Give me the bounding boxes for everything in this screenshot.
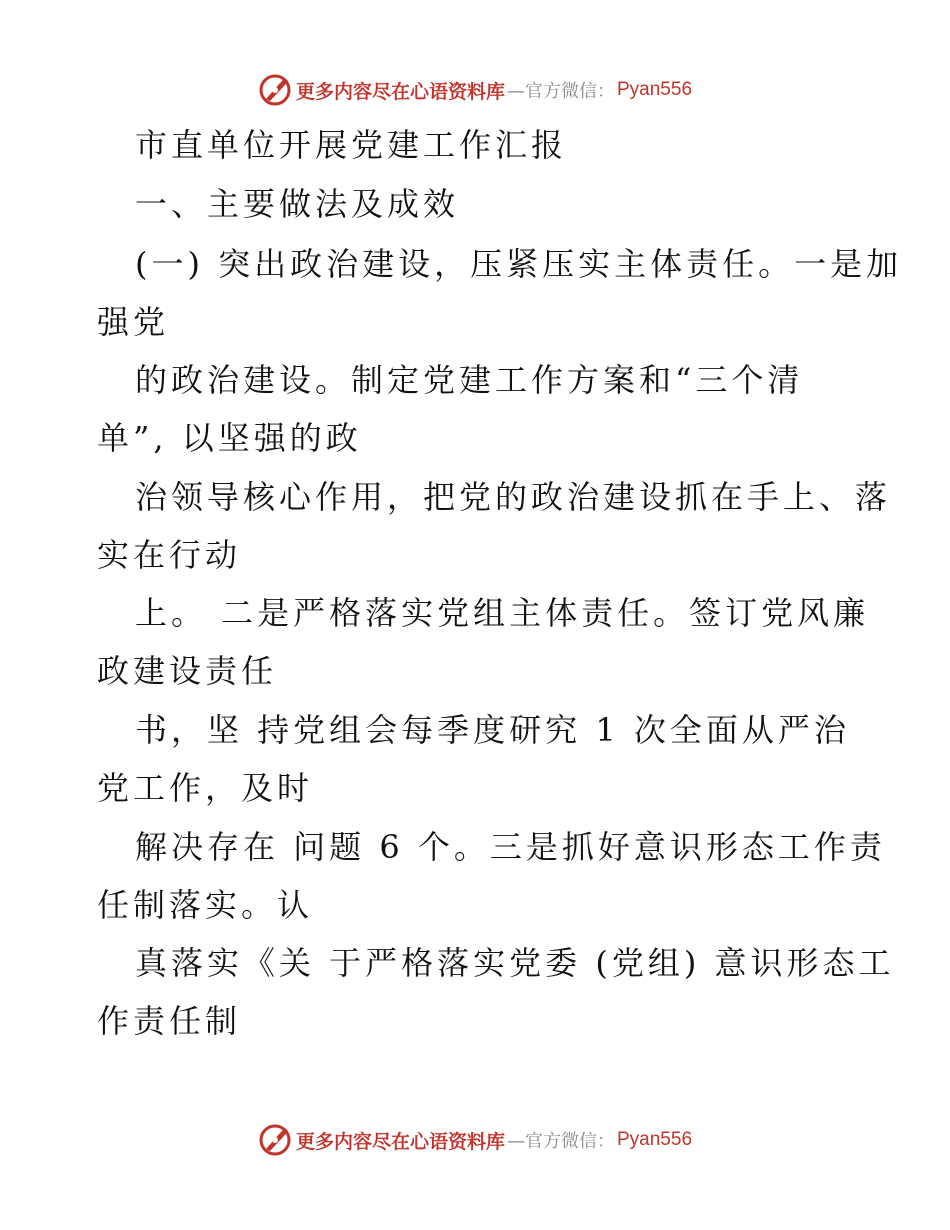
paragraph-line: 作责任制 xyxy=(97,1002,242,1040)
paragraph-line: 单”, 以坚强的政 xyxy=(97,419,362,457)
paragraph-line: (一) 突出政治建设，压紧压实主体责任。一是加 xyxy=(135,245,903,283)
paragraph-line: 任制落实。认 xyxy=(97,886,314,924)
banner-separator: —官方微信： xyxy=(507,1131,615,1152)
paragraph-line: 党工作，及时 xyxy=(97,769,314,807)
paragraph-line: 上。 二是严格落实党组主体责任。签订党风廉 xyxy=(135,594,870,632)
paragraph-line: 强党 xyxy=(97,303,170,341)
banner-separator: —官方微信： xyxy=(507,81,615,102)
pen-nib-logo-icon xyxy=(258,73,292,107)
banner-text: 更多内容尽在心语资料库 xyxy=(295,1130,505,1153)
banner-account: Pyan556 xyxy=(617,1129,693,1150)
header-banner xyxy=(0,70,950,110)
paragraph-line: 治领导核心作用，把党的政治建设抓在手上、落 xyxy=(135,478,892,516)
paragraph-line: 政建设责任 xyxy=(97,652,278,690)
section-heading: 一、主要做法及成效 xyxy=(135,185,460,223)
document-title: 市直单位开展党建工作汇报 xyxy=(135,126,568,164)
banner-account: Pyan556 xyxy=(617,79,693,100)
paragraph-line: 解决存在 问题 6 个。三是抓好意识形态工作责 xyxy=(135,828,886,866)
paragraph-line: 书，坚 持党组会每季度研究 1 次全面从严治 xyxy=(135,711,850,749)
footer-banner xyxy=(0,1120,950,1160)
banner-text: 更多内容尽在心语资料库 xyxy=(295,80,505,103)
paragraph-line: 的政治建设。制定党建工作方案和“三个清 xyxy=(135,361,804,399)
pen-nib-logo-icon xyxy=(258,1123,292,1157)
paragraph-line: 真落实《关 于严格落实党委 (党组) 意识形态工 xyxy=(135,944,895,982)
paragraph-line: 实在行动 xyxy=(97,536,242,574)
